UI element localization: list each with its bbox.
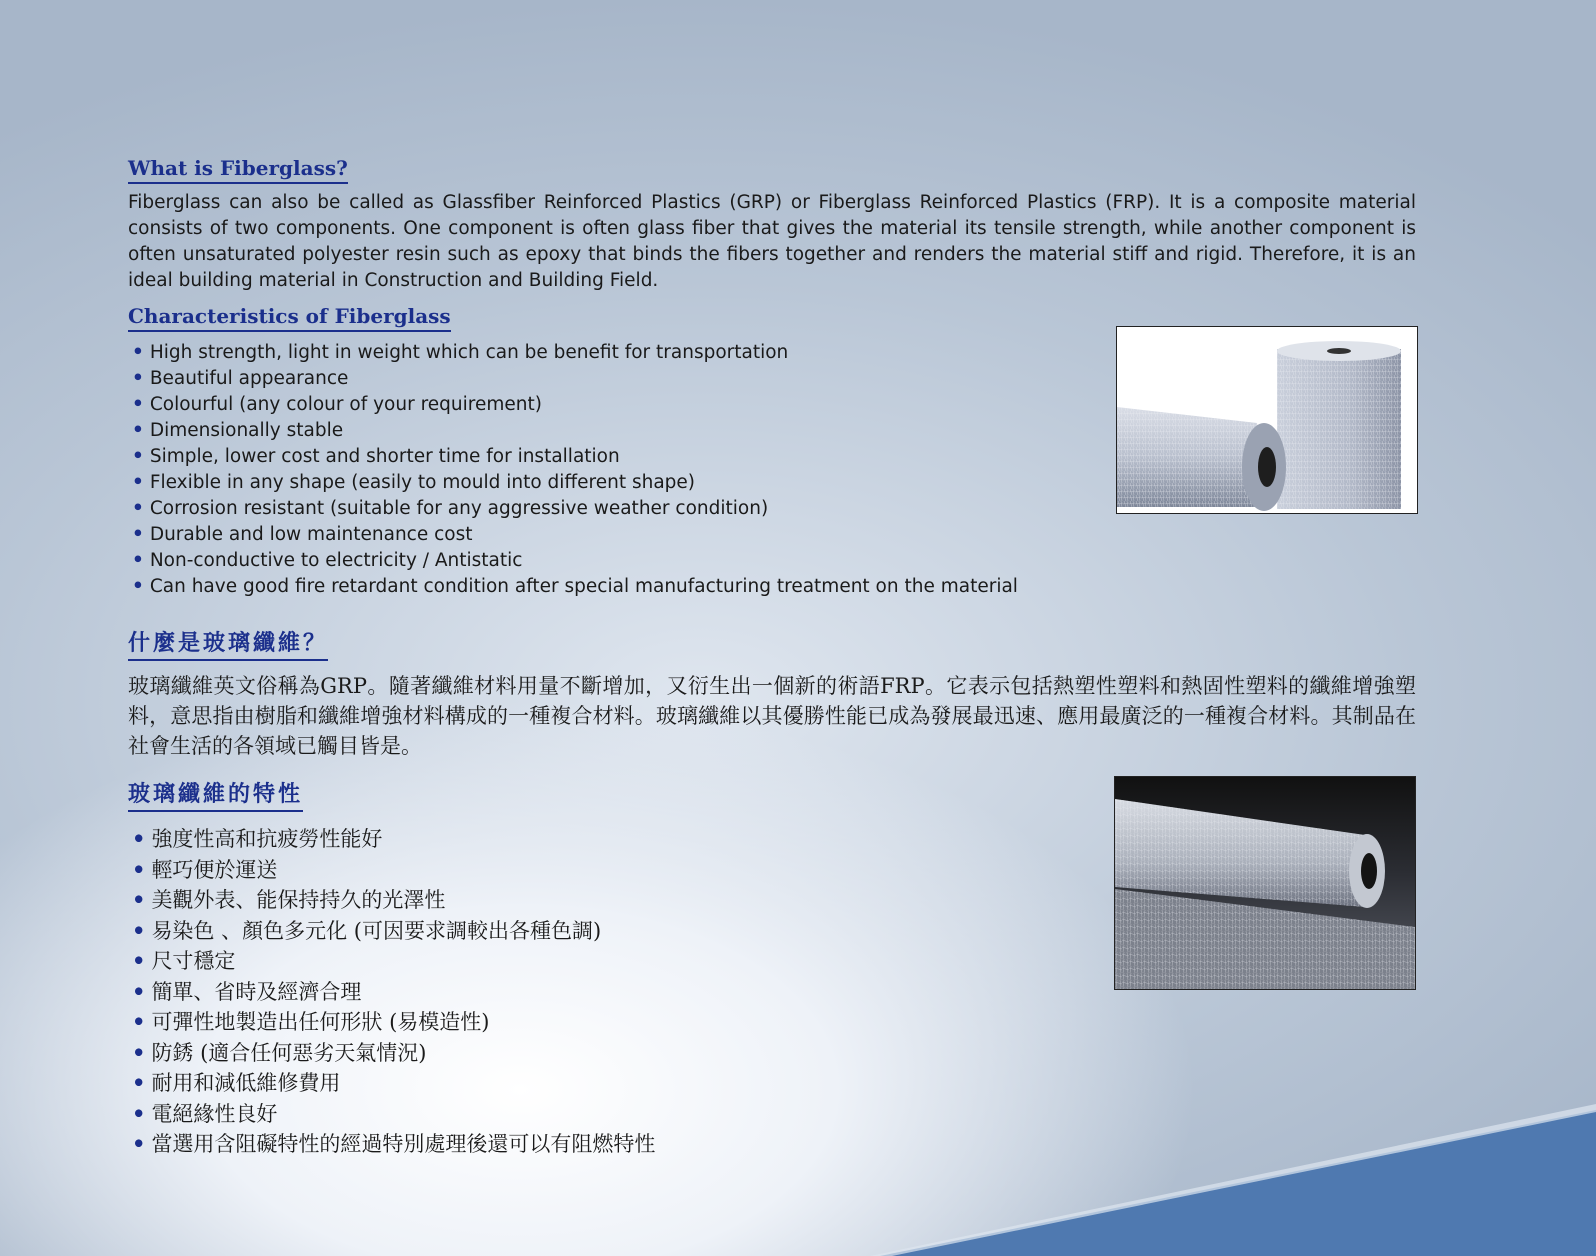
list-item: • 美觀外表、能保持持久的光澤性	[128, 885, 1416, 916]
list-item: • Can have good fire retardant condition after special manufacturing treatment on the material	[128, 574, 1416, 600]
list-item: • 強度性高和抗疲勞性能好	[128, 824, 1416, 855]
list-item: • 簡單、省時及經濟合理	[128, 977, 1416, 1008]
list-item: • 防銹 (適合任何惡劣天氣情況)	[128, 1038, 1416, 1069]
list-item: • Beautiful appearance	[128, 366, 1416, 392]
list-item: • Durable and low maintenance cost	[128, 522, 1416, 548]
list-item: • 電絕緣性良好	[128, 1099, 1416, 1130]
fiberglass-mat-rolls-photo	[1116, 326, 1418, 514]
what-is-fiberglass-heading: What is Fiberglass?	[128, 156, 348, 184]
list-item: • 輕巧便於運送	[128, 855, 1416, 886]
document-content	[128, 156, 1416, 1160]
fiberglass-mat-roll-photo	[1114, 776, 1416, 990]
list-item: • Non-conductive to electricity / Antistatic	[128, 548, 1416, 574]
list-item: • Dimensionally stable	[128, 418, 1416, 444]
characteristics-heading: Characteristics of Fiberglass	[128, 304, 451, 332]
list-item: • 尺寸穩定	[128, 946, 1416, 977]
list-item: • Flexible in any shape (easily to mould into different shape)	[128, 470, 1416, 496]
what-is-fiberglass-zh-paragraph: 玻璃纖維英文俗稱為GRP。隨著纖維材料用量不斷增加，又衍生出一個新的術語FRP。它表示包括熱塑性塑料和熱固性塑料的纖維增強塑料，意思指由樹脂和纖維增強材料構成的一種複合材料。玻璃纖維以其優勝性能已成為發展最迅速、應用最廣泛的一種複合材料。其制品在社會生活的各領域已觸目皆是。	[128, 674, 1416, 758]
characteristics-zh-heading: 玻璃纖維的特性	[128, 777, 303, 812]
list-item: • 可彈性地製造出任何形狀 (易模造性)	[128, 1007, 1416, 1038]
list-item: • 耐用和減低維修費用	[128, 1068, 1416, 1099]
list-item: • High strength, light in weight which can be benefit for transportation	[128, 340, 1416, 366]
list-item: • Corrosion resistant (suitable for any aggressive weather condition)	[128, 496, 1416, 522]
list-item: • 易染色 、顏色多元化 (可因要求調較出各種色調)	[128, 916, 1416, 947]
what-is-fiberglass-paragraph: Fiberglass can also be called as Glassfiber Reinforced Plastics (GRP) or Fiberglass Reinforced Plastics (FRP). It is a composite material consists of two components. One component is often glass fiber that gives the material its tensile strength, while another component is often unsaturated polyester resin such as epoxy that binds the fibers together and renders the material stiff and rigid. Therefore, it is an ideal building material in Construction and Building Field.	[128, 192, 1416, 291]
list-item: • 當選用含阻礙特性的經過特別處理後還可以有阻燃特性	[128, 1129, 1416, 1160]
list-item: • Simple, lower cost and shorter time for installation	[128, 444, 1416, 470]
list-item: • Colourful (any colour of your requirement)	[128, 392, 1416, 418]
what-is-fiberglass-zh-heading: 什麼是玻璃纖維？	[128, 626, 328, 661]
